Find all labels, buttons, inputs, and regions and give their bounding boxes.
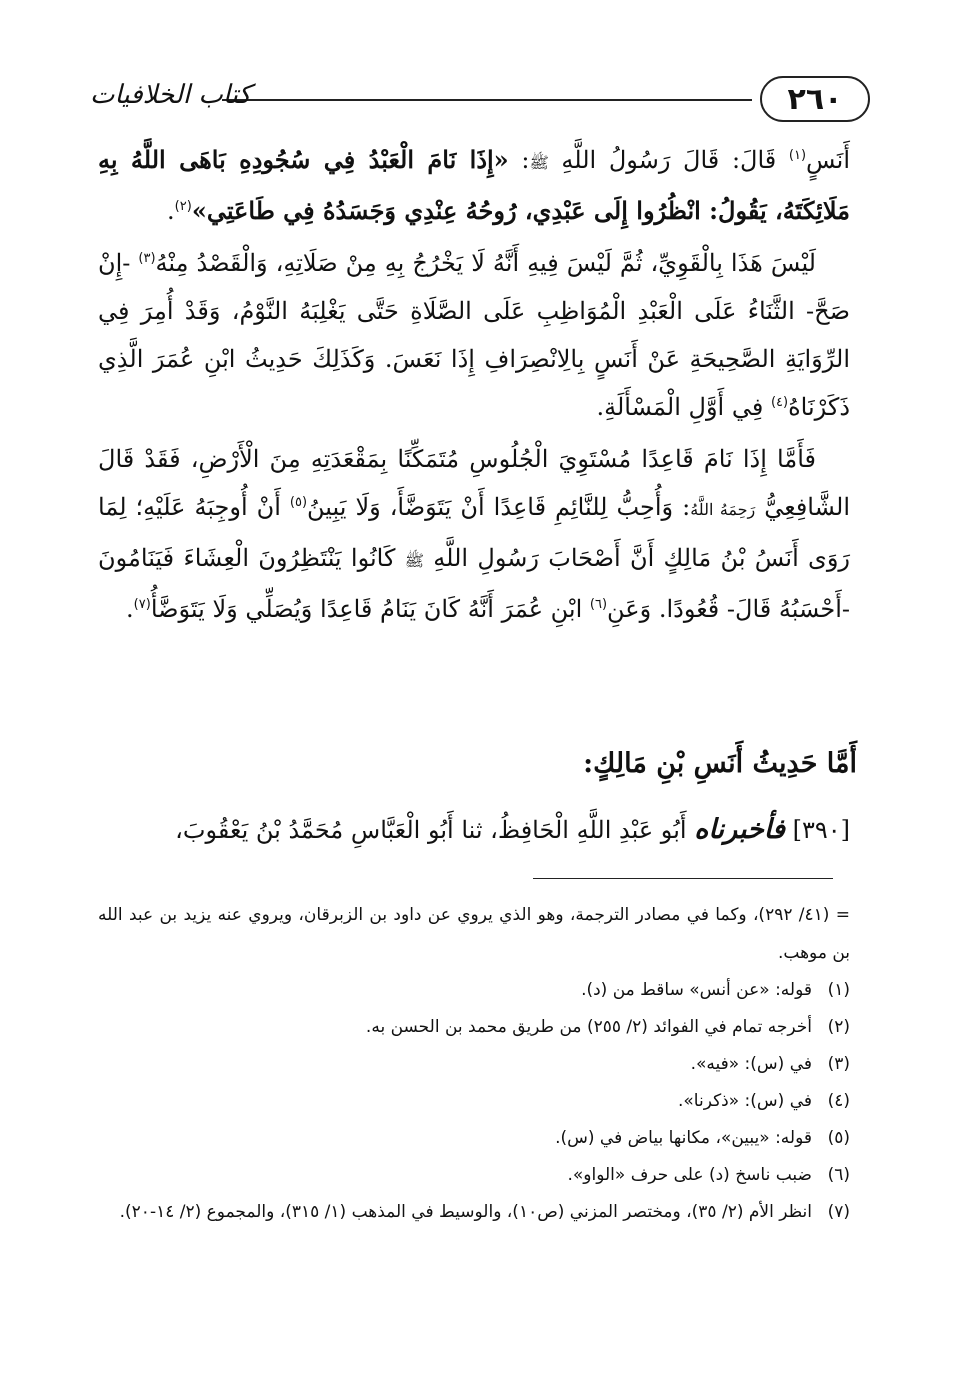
footnote-5 — [98, 1120, 850, 1157]
footnote-ref-4: (٤) — [770, 395, 789, 410]
footnote-ref-7: (٧) — [133, 597, 151, 612]
footnotes — [98, 896, 850, 1231]
text: فَأَمَّا إِذَا نَامَ قَاعِدًا مُسْتَوِيَ الْجُلُوسِ مُتَمَكِّنًا بِمَقْعَدَتِهِ مِنَ الْأَرْضِ، فَقَدْ قَالَ الشَّافِعِيُّ — [98, 445, 850, 521]
text: قَالَ: قَالَ رَسُولُ اللَّهِ — [548, 146, 789, 174]
page-number: ٢٦٠ — [760, 76, 870, 122]
text: : وَأُحِبُّ لِلنَّائِمِ قَاعِدًا أَنْ يَتَوَضَّأَ، وَلَا يَبِينُ — [307, 493, 691, 521]
text: لَيْسَ هَذَا بِالْقَوِيِّ، ثُمَّ لَيْسَ فِيهِ أَنَّهُ لَا يَخْرُجُ بِهِ مِنْ صَلَاتِهِ، وَالْقَصْدُ مِنْهُ — [155, 249, 816, 277]
text: : — [508, 146, 530, 174]
footnote-2 — [98, 1009, 850, 1046]
footnote-continuation: = (٤١/ ٢٩٢)، وكما في مصادر الترجمة، وهو الذي يروي عن داود بن الزبرقان، ويروي عنه يزيد بن عبد الله بن موهب. — [98, 905, 850, 963]
footnote-text: في (س): «فيه». — [690, 1054, 812, 1074]
text: فِي أَوَّلِ الْمَسْأَلَةِ. — [596, 393, 771, 421]
text: ابْنِ عُمَرَ أَنَّهُ كَانَ يَنَامُ قَاعِدًا وَيُصَلِّي وَلَا يَتَوَضَّأُ — [150, 595, 590, 623]
footnote-3 — [98, 1046, 850, 1083]
text: . — [126, 595, 134, 623]
footnote-ref-1: (١) — [788, 148, 807, 163]
footnote-4 — [98, 1083, 850, 1120]
footnote-text: في (س): «ذكرنا». — [677, 1091, 812, 1111]
footnote-7 — [98, 1194, 850, 1231]
text: أَنْ أُوجِبَهُ عَلَيْهِ؛ لِمَا رَوَى أَنَسُ بْنُ مَالِكٍ أَنَّ أَصْحَابَ رَسُولِ اللَّهِ — [98, 493, 850, 572]
main-text — [98, 136, 850, 633]
footnote-text: انظر الأم (٢/ ٣٥)، ومختصر المزني (ص١٠)، والوسيط في المذهب (١/ ٣١٥)، والمجموع (٢/ ١٤-٢٠). — [119, 1202, 812, 1222]
footnote-1 — [98, 972, 850, 1009]
footnote-number: (١) — [827, 980, 850, 1000]
rahimahullah-glyph: رَحِمَهُ اللَّهُ — [690, 500, 756, 519]
footnote-number: (٦) — [827, 1165, 850, 1185]
footnote-number: (٥) — [827, 1128, 850, 1148]
paragraph-2 — [98, 239, 850, 431]
text: -إِنْ صَحَّ- الثَّنَاءُ عَلَى الْعَبْدِ الْمُوَاظِبِ عَلَى الصَّلَاةِ حَتَّى يَغْلِبَهُ النَّوْمُ، وَقَدْ أُمِرَ فِي الرِّوَايَةِ الصَّحِيحَةِ عَنْ أَنَسٍ بِالِانْصِرَافِ إِذَا نَعَسَ. وَكَذَلِكَ حَدِيثُ ابْنِ عُمَرَ الَّذِي ذَكَرْنَاهُ — [98, 249, 850, 421]
footnote-text: أخرجه تمام في الفوائد (٢/ ٢٥٥) من طريق محمد بن الحسن به. — [365, 1017, 812, 1037]
book-title: كتاب الخلافيات — [90, 80, 252, 110]
text: أَنَسٍ — [806, 146, 850, 174]
text: . — [167, 197, 175, 225]
paragraph-3 — [98, 435, 850, 633]
footnote-number: (٢) — [827, 1017, 850, 1037]
paragraph-1 — [98, 136, 850, 235]
footnote-text: ضبب ناسخ (د) على حرف «الواو». — [567, 1165, 812, 1185]
footnote-number: (٣) — [827, 1054, 850, 1074]
footnote-number: (٧) — [827, 1202, 850, 1222]
hadith-quote: «إِذَا نَامَ الْعَبْدُ فِي سُجُودِهِ بَاهَى اللَّهُ بِهِ مَلَائِكَتَهُ، يَقُولُ: انْظُرُوا إِلَى عَبْدِي، رُوحُهُ عِنْدِي وَجَسَدُهُ فِي طَاعَتِي» — [98, 145, 850, 225]
footnote-ref-3: (٣) — [138, 251, 156, 266]
header-rule — [222, 99, 752, 101]
hadith-isnad: أَبُو عَبْدِ اللَّهِ الْحَافِظُ، ثنا أَبُو الْعَبَّاسِ مُحَمَّدُ بْنُ يَعْقُوبَ، — [175, 816, 695, 844]
section-heading: أَمَّا حَدِيثُ أَنَسِ بْنِ مَالِكٍ: — [583, 748, 857, 779]
footnote-ref-2: (٢) — [174, 199, 192, 214]
footnote-text: قوله: «يبين»، مكانها بياض في (س). — [555, 1128, 812, 1148]
footnote-6 — [98, 1157, 850, 1194]
hadith-keyword: فأخبرناه — [694, 814, 785, 845]
footnote-text: قوله: «عن أنس» ساقط من (د). — [581, 980, 812, 1000]
footnote-number: (٤) — [827, 1091, 850, 1111]
page-header — [90, 70, 870, 130]
salutation-glyph: ﷺ — [529, 153, 549, 172]
footnote-ref-5: (٥) — [289, 495, 308, 510]
footnote-separator — [533, 878, 833, 879]
hadith-390 — [98, 806, 850, 854]
salutation-glyph: ﷺ — [404, 551, 425, 570]
footnote-ref-6: (٦) — [589, 597, 608, 612]
hadith-number: [٣٩٠] — [784, 816, 850, 844]
text: كَانُوا يَنْتَظِرُونَ الْعِشَاءَ فَيَنَامُونَ -أَحْسَبُهُ قَالَ- قُعُودًا. وَعَنِ — [98, 544, 850, 623]
